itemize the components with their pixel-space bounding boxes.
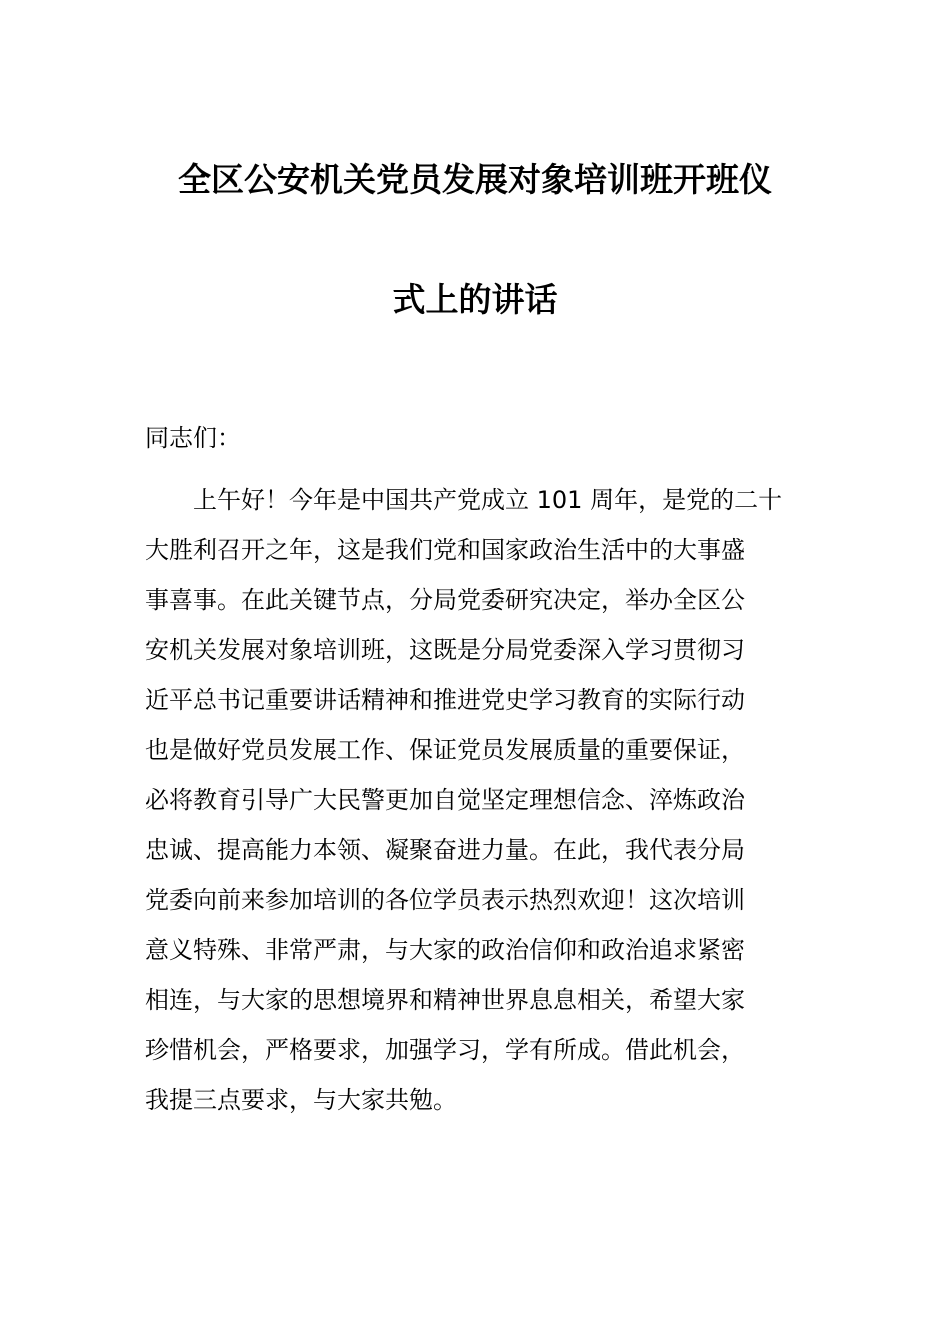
paragraph-line: 事喜事。在此关键节点，分局党委研究决定，举办全区公 xyxy=(145,586,745,614)
paragraph-line: 近平总书记重要讲话精神和推进党史学习教育的实际行动 xyxy=(145,686,745,714)
paragraph-line: 安机关发展对象培训班，这既是分局党委深入学习贯彻习 xyxy=(145,636,745,664)
document-title-line-2: 式上的讲话 xyxy=(392,280,558,319)
paragraph-line: 珍惜机会，严格要求，加强学习，学有所成。借此机会， xyxy=(145,1036,745,1064)
document-title-line-1: 全区公安机关党员发展对象培训班开班仪 xyxy=(178,160,772,199)
paragraph-line: 党委向前来参加培训的各位学员表示热烈欢迎！这次培训 xyxy=(145,886,745,914)
paragraph-line: 必将教育引导广大民警更加自觉坚定理想信念、淬炼政治 xyxy=(145,786,745,814)
paragraph-line: 我提三点要求，与大家共勉。 xyxy=(145,1086,457,1114)
paragraph-line: 也是做好党员发展工作、保证党员发展质量的重要保证， xyxy=(145,736,745,764)
paragraph-line: 相连，与大家的思想境界和精神世界息息相关，希望大家 xyxy=(145,986,745,1014)
paragraph-line: 忠诚、提高能力本领、凝聚奋进力量。在此，我代表分局 xyxy=(145,836,745,864)
paragraph-line: 大胜利召开之年，这是我们党和国家政治生活中的大事盛 xyxy=(145,536,745,564)
salutation: 同志们： xyxy=(145,424,241,452)
paragraph-line: 意义特殊、非常严肃，与大家的政治信仰和政治追求紧密 xyxy=(145,936,745,964)
paragraph-line: 上午好！今年是中国共产党成立 101 周年，是党的二十 xyxy=(145,486,783,514)
